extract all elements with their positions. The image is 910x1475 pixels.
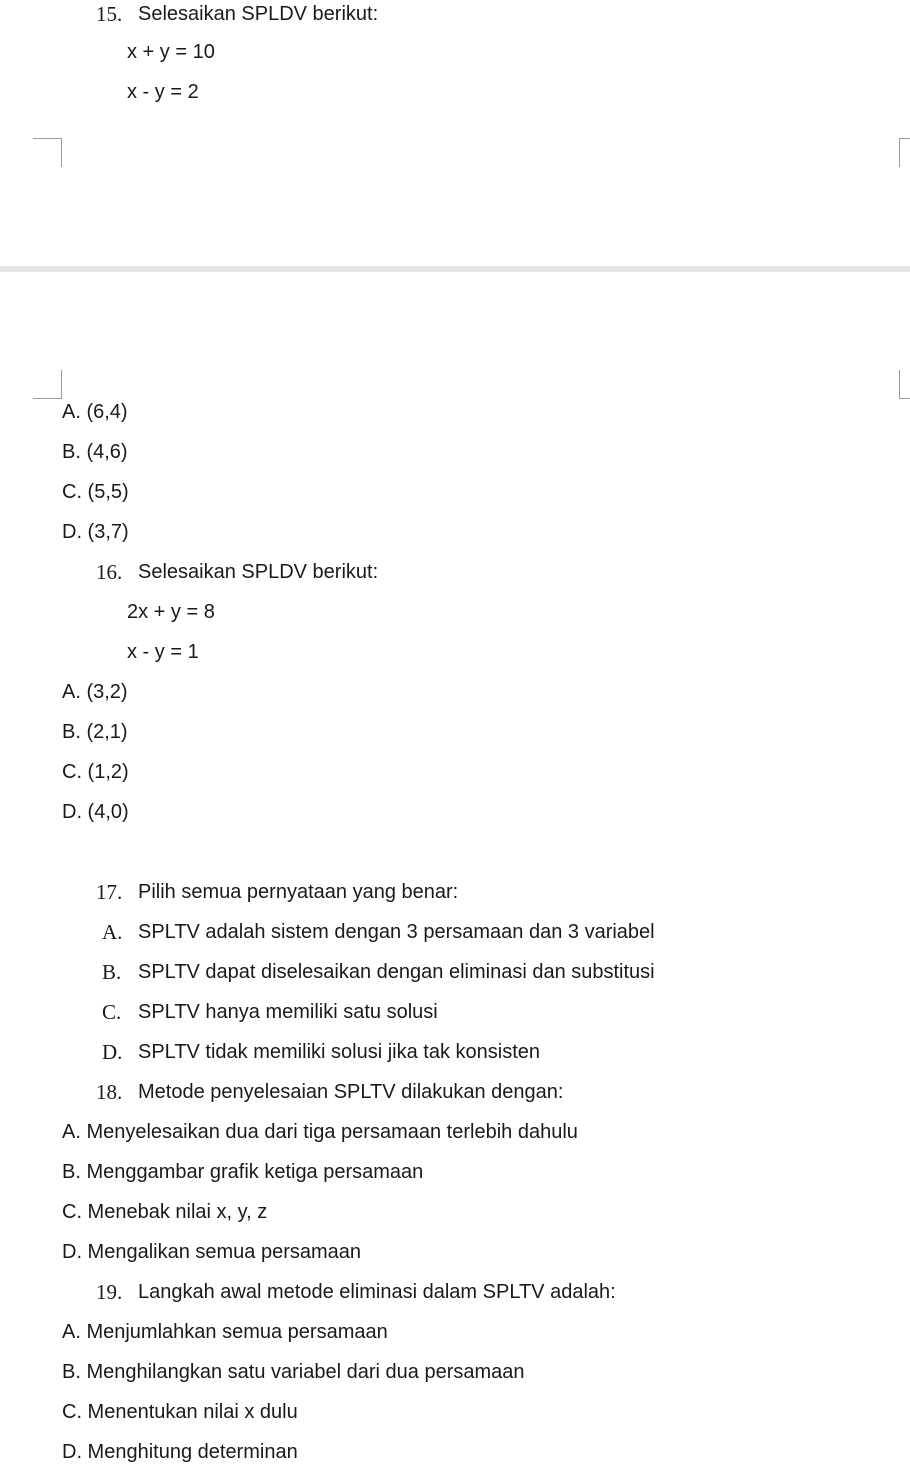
option-b: B. (4,6) [62,441,128,463]
question-number: 19. [96,1280,123,1304]
page-corner-mark-top-left [33,138,62,167]
question-number: 15. [96,2,123,26]
page-corner-mark-bottom-right [899,370,910,399]
option-b: B. Menggambar grafik ketiga persamaan [62,1161,424,1183]
option-a-letter: A. [102,920,123,944]
option-b-letter: B. [102,960,122,984]
question-number: 16. [96,560,123,584]
page-corner-mark-bottom-left [33,370,62,399]
option-a-text: SPLTV adalah sistem dengan 3 persamaan dan 3 variabel [138,921,655,943]
question-number: 18. [96,1080,123,1104]
option-d-text: SPLTV tidak memiliki solusi jika tak konsisten [138,1041,540,1063]
option-d-letter: D. [102,1040,123,1064]
equation-2: x - y = 2 [127,81,199,103]
option-b: B. (2,1) [62,721,128,743]
equation-1: 2x + y = 8 [127,601,215,623]
option-a: A. Menyelesaikan dua dari tiga persamaan terlebih dahulu [62,1121,578,1143]
option-c: C. (5,5) [62,481,129,503]
option-c-letter: C. [102,1000,122,1024]
option-c: C. (1,2) [62,761,129,783]
equation-1: x + y = 10 [127,41,215,63]
option-a: A. (3,2) [62,681,128,703]
question-text: Metode penyelesaian SPLTV dilakukan dengan: [138,1081,564,1103]
option-d: D. Menghitung determinan [62,1441,298,1463]
question-text: Selesaikan SPLDV berikut: [138,561,379,583]
option-b-text: SPLTV dapat diselesaikan dengan eliminasi dan substitusi [138,961,655,983]
question-text: Langkah awal metode eliminasi dalam SPLTV adalah: [138,1281,616,1303]
option-c-text: SPLTV hanya memiliki satu solusi [138,1001,438,1023]
option-a: A. (6,4) [62,401,128,423]
equation-2: x - y = 1 [127,641,199,663]
option-d: D. (3,7) [62,521,129,543]
page-corner-mark-top-right [899,138,910,167]
question-text: Selesaikan SPLDV berikut: [138,3,379,25]
option-d: D. (4,0) [62,801,129,823]
option-a: A. Menjumlahkan semua persamaan [62,1321,388,1343]
option-b: B. Menghilangkan satu variabel dari dua persamaan [62,1361,525,1383]
option-c: C. Menentukan nilai x dulu [62,1401,298,1423]
question-text: Pilih semua pernyataan yang benar: [138,881,459,903]
option-c: C. Menebak nilai x, y, z [62,1201,268,1223]
question-number: 17. [96,880,123,904]
option-d: D. Mengalikan semua persamaan [62,1241,362,1263]
